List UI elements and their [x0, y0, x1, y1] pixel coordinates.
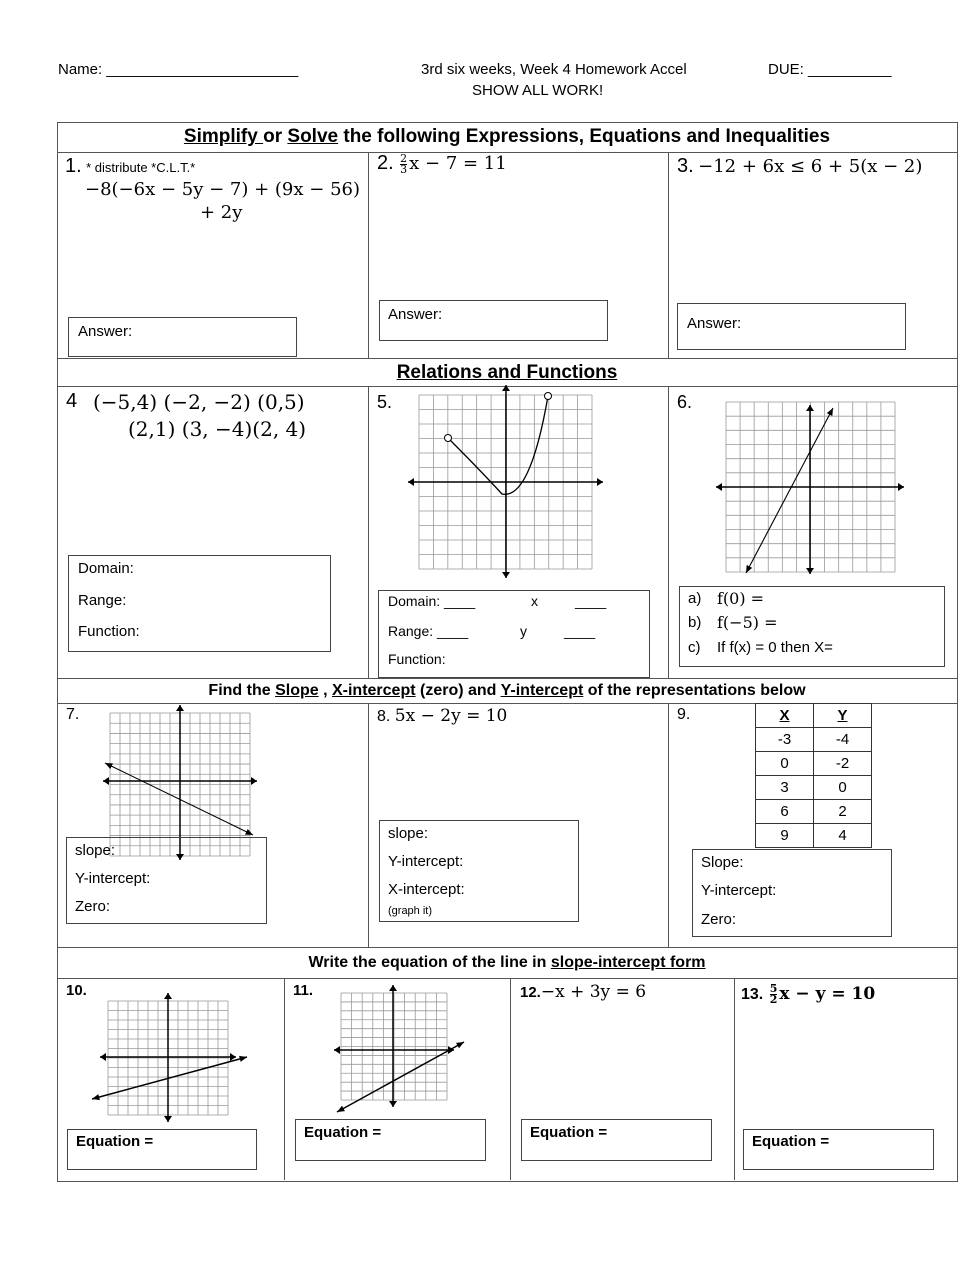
y-intercept-label: Y-intercept: [701, 882, 777, 899]
range-blank[interactable]: ____ [564, 623, 596, 639]
table-cell: 0 [814, 776, 872, 800]
item-c-expr: If f(x) = 0 then X= [717, 639, 833, 656]
range-label: Range: ____ [388, 623, 469, 639]
table-cell: -4 [814, 728, 872, 752]
problem-4-points-cont: (2,1) (3, −4)(2, 4) [128, 417, 307, 441]
table-cell: 0 [756, 752, 814, 776]
equation-label: Equation = [76, 1133, 154, 1150]
problem-1-expression-cont: + 2y [200, 202, 243, 223]
item-b-expr: f(−5) = [717, 613, 778, 632]
problem-2: 2. $\frac{2}{3}$ x − 7 = 11 [377, 152, 507, 177]
answer-label: Answer: [388, 306, 443, 323]
equation-label: Equation = [752, 1133, 830, 1150]
table-cell: 3 [756, 776, 814, 800]
slope-label: slope: [75, 842, 116, 859]
line-graph [337, 1042, 464, 1112]
x-intercept-label: X-intercept: [388, 881, 465, 898]
problem-1: 1. * distribute *C.L.T.* [65, 155, 196, 177]
table-cell: 6 [756, 800, 814, 824]
table-cell: -2 [814, 752, 872, 776]
problem-13: 13. $\frac{5}{2}$ x − y = 10 [741, 982, 876, 1007]
equation-label: Equation = [530, 1124, 608, 1141]
problem-1-expression: −8(−6x − 5y − 7) + (9x − 56) [85, 179, 360, 200]
equation-label: Equation = [304, 1124, 382, 1141]
column-header-x: X [756, 704, 814, 728]
grid [341, 993, 447, 1100]
range-variable: y [520, 623, 527, 639]
range-label: Range: [78, 592, 127, 609]
zero-label: Zero: [701, 911, 737, 928]
domain-label: Domain: [78, 560, 134, 577]
y-intercept-label: Y-intercept: [75, 870, 151, 887]
function-label: Function: [78, 623, 140, 640]
slope-label: Slope: [701, 854, 744, 871]
item-a-label: a) [688, 590, 702, 607]
domain-blank[interactable]: ____ [575, 593, 607, 609]
problem-9-number: 9. [677, 706, 691, 723]
function-label: Function: [388, 651, 446, 667]
problem-8: 8. 5x − 2y = 10 [377, 706, 508, 726]
problem-4-number: 4 [66, 390, 78, 412]
graph-it-note: (graph it) [388, 905, 433, 917]
arrow-icon [389, 1101, 397, 1107]
column-header-y: Y [814, 704, 872, 728]
section-title-equation: Write the equation of the line in slope-intercept form [308, 954, 706, 971]
item-c-label: c) [688, 639, 701, 656]
answer-label: Answer: [78, 323, 133, 340]
answer-label: Answer: [687, 315, 742, 332]
table-cell: 4 [814, 824, 872, 848]
item-b-label: b) [688, 614, 702, 631]
problem-5-number: 5. [377, 392, 393, 412]
domain-variable: x [531, 593, 538, 609]
section-title-relations: Relations and Functions [396, 362, 618, 383]
section-title-simplify: Simplify or Solve the following Expressions, Equations and Inequalities [183, 126, 831, 147]
problem-3: 3. −12 + 6x ≤ 6 + 5(x − 2) [677, 155, 923, 177]
worksheet-subtitle: SHOW ALL WORK! [472, 82, 604, 99]
problem-6-number: 6. [677, 392, 693, 412]
slope-label: slope: [388, 825, 429, 842]
domain-label: Domain: ____ [388, 593, 476, 609]
arrow-icon [389, 985, 397, 991]
table-cell: -3 [756, 728, 814, 752]
table-cell: 9 [756, 824, 814, 848]
table-cell: 2 [814, 800, 872, 824]
name-field[interactable]: Name: _______________________ [58, 61, 299, 78]
section-title-slope: Find the Slope , X-intercept (zero) and Y-intercept of the representations below [208, 682, 806, 699]
problem-11-number: 11. [293, 982, 314, 999]
problem-4-points: (−5,4) (−2, −2) (0,5) [93, 390, 305, 414]
worksheet-title: 3rd six weeks, Week 4 Homework Accel [421, 61, 687, 78]
due-field[interactable]: DUE: __________ [768, 61, 892, 78]
problem-7-number: 7. [66, 706, 80, 723]
problem-12: 12.−x + 3y = 6 [520, 982, 647, 1002]
arrow-icon [334, 1046, 340, 1054]
y-intercept-label: Y-intercept: [388, 853, 464, 870]
item-a-expr: f(0) = [717, 589, 765, 608]
zero-label: Zero: [75, 898, 111, 915]
problem-10-number: 10. [66, 982, 87, 999]
